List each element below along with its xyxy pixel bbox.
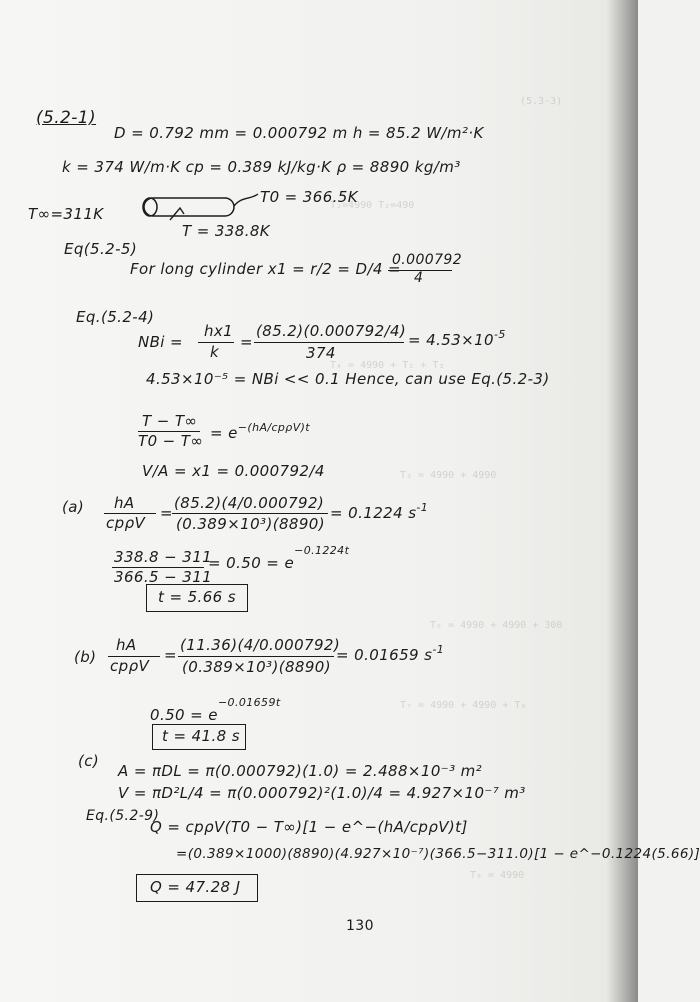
a-answer: t = 5.66 s xyxy=(158,588,236,606)
a-lhs-den: cpρV xyxy=(106,514,146,532)
a-result: = 0.1224 $s^{-1}$ xyxy=(330,501,429,522)
t0-label: T0 = 366.5K xyxy=(260,188,358,206)
a-eq-num: 338.8 − 311 xyxy=(114,548,213,566)
page-number: 130 xyxy=(346,918,374,934)
bleed-through-text: T₄ = 4990 + T₂ + T₃ xyxy=(330,360,445,371)
q-answer: Q = 47.28 J xyxy=(150,878,241,896)
a-bar xyxy=(172,513,328,514)
ratio-num: T − T∞ xyxy=(142,412,198,430)
biot-num: hx1 xyxy=(204,322,234,340)
c-volume: V = πD²L/4 = π(0.000792)²(1.0)/4 = 4.927×10⁻⁷ m³ xyxy=(118,784,526,802)
a-den: (0.389×10³)(8890) xyxy=(176,515,325,533)
a-lhs-num: hA xyxy=(114,494,135,512)
part-a-label: (a) xyxy=(62,498,85,516)
c-area: A = πDL = π(0.000792)(1.0) = 2.488×10⁻³ m² xyxy=(118,762,483,780)
x1-denominator: 4 xyxy=(414,270,424,286)
eq-ref-5-2-5: Eq(5.2-5) xyxy=(64,240,138,258)
bleed-through-text: T₈ = 4990 xyxy=(470,870,525,881)
a-eq-den: 366.5 − 311 xyxy=(114,568,213,586)
biot-bar-2 xyxy=(254,342,404,343)
b-eq: $0.50 = e^{-0.01659t}$ xyxy=(150,696,281,724)
b-answer: t = 41.8 s xyxy=(162,727,240,745)
t-inf-label: T∞=311K xyxy=(28,205,104,223)
given-line-2: k = 374 W/m·K cp = 0.389 kJ/kg·K ρ = 8890 kg/m³ xyxy=(62,158,461,176)
q-formula: Q = cpρV(T0 − T∞)[1 − e^−(hA/cpρV)t] xyxy=(150,818,468,836)
biot-den: k xyxy=(210,343,220,361)
biot-mid-num: (85.2)(0.000792/4) xyxy=(256,322,407,340)
bleed-through-text: (5.3-3) xyxy=(520,96,563,107)
b-num: (11.36)(4/0.000792) xyxy=(180,636,341,654)
q-substitution: =(0.389×1000)(8890)(4.927×10⁻⁷)(366.5−311.0)[1 − e^−0.1224(5.66)] xyxy=(176,846,700,862)
problem-label: (5.2-1) xyxy=(36,108,97,128)
bleed-through-text: T₂=4990 T₂=490 xyxy=(330,200,415,211)
biot-mid-den: 374 xyxy=(306,344,336,362)
handwritten-solution-page: (5.3-3) T₂=4990 T₂=490 T₄ = 4990 + T₂ + T₃ T₃ = 4990 + 4990 T₆ = 4990 + 4990 + 300 T₇ = 4990 + 4990 + T₈ T₈ = 4990 (5.2-1) D = 0.792 mm = 0.000792 m h = 85.2 W/m²·K k = 374 W/m·K cp = 0.389 kJ/kg·K ρ = 8890 kg/m³ T∞=311K T0 = 366.5K T = 338.8K Eq(5.2-5) For long cylinder x1 = r/2 = D/4 = 0.000792 4 Eq.(5.2-4) NBi = hx1 k = (85.2)(0.000792/4) 374 = $4.53\times 10^{-5}$ 4.53×10⁻⁵ = NBi << 0.1 Hence, can use Eq.(5.2-3) T − T∞ T0 − T∞ = $e^{-(hA/cp\rho V)t}$ V/A = x1 = 0.000792/4 (a) hA cpρV = (85.2)(4/0.000792) (0.389×10³)(8890) = 0.1224 $s^{-1}$ 338.8 − 311 366.5 − 311 = $0.50 = e^{-0.1224t}$ t = 5.66 s (b) hA cpρV = (11.36)(4/0.000792) (0.389×10³)(8890) = 0.01659 $s^{-1}$ $0.50 = e^{-0.01659t}$ t = 41.8 s (c) A = πDL = π(0.000792)(1.0) = 2.488×10⁻³ m² V = πD²L/4 = π(0.000792)²(1.0)/4 = 4.927×10⁻⁷ m³ Eq.(5.2-9) Q = cpρV(T0 − T∞)[1 − e^−(hA/cpρV)t] =(0.389×1000)(8890)(4.927×10⁻⁷)(366.5−311.0)[1 − e^−0.1224(5.66)] Q = 47.28 J 130 xyxy=(0,0,638,1002)
ratio-den: T0 − T∞ xyxy=(138,432,204,450)
x1-numerator: 0.000792 xyxy=(392,252,463,268)
ratio-rhs: = $e^{-(hA/cp\rho V)t}$ xyxy=(210,421,311,442)
part-c-label: (c) xyxy=(78,752,100,770)
biot-result: = $4.53\times 10^{-5}$ xyxy=(408,328,506,349)
bleed-through-text: T₇ = 4990 + 4990 + T₈ xyxy=(400,700,527,711)
given-line-1: D = 0.792 mm = 0.000792 m h = 85.2 W/m²·K xyxy=(114,124,484,142)
eq-ref-5-2-4: Eq.(5.2-4) xyxy=(76,308,155,326)
long-cylinder-text: For long cylinder x1 = r/2 = D/4 = xyxy=(130,260,402,278)
part-b-label: (b) xyxy=(74,648,97,666)
v-over-a: V/A = x1 = 0.000792/4 xyxy=(142,462,325,480)
bleed-through-text: T₃ = 4990 + 4990 xyxy=(400,470,497,481)
b-lhs-num: hA xyxy=(116,636,137,654)
eq-ref-5-2-9: Eq.(5.2-9) xyxy=(86,808,160,824)
a-eq-rhs: = $0.50 = e^{-0.1224t}$ xyxy=(208,544,350,572)
biot-lhs: NBi = xyxy=(138,333,184,351)
b-den: (0.389×10³)(8890) xyxy=(182,658,331,676)
b-bar xyxy=(178,656,334,657)
biot-conclusion: 4.53×10⁻⁵ = NBi << 0.1 Hence, can use Eq.(5.2-3) xyxy=(146,370,550,388)
t-final-label: T = 338.8K xyxy=(182,222,271,240)
a-num: (85.2)(4/0.000792) xyxy=(174,494,325,512)
bleed-through-text: T₆ = 4990 + 4990 + 300 xyxy=(430,620,563,631)
b-result: = 0.01659 $s^{-1}$ xyxy=(336,643,445,664)
b-lhs-den: cpρV xyxy=(110,657,150,675)
